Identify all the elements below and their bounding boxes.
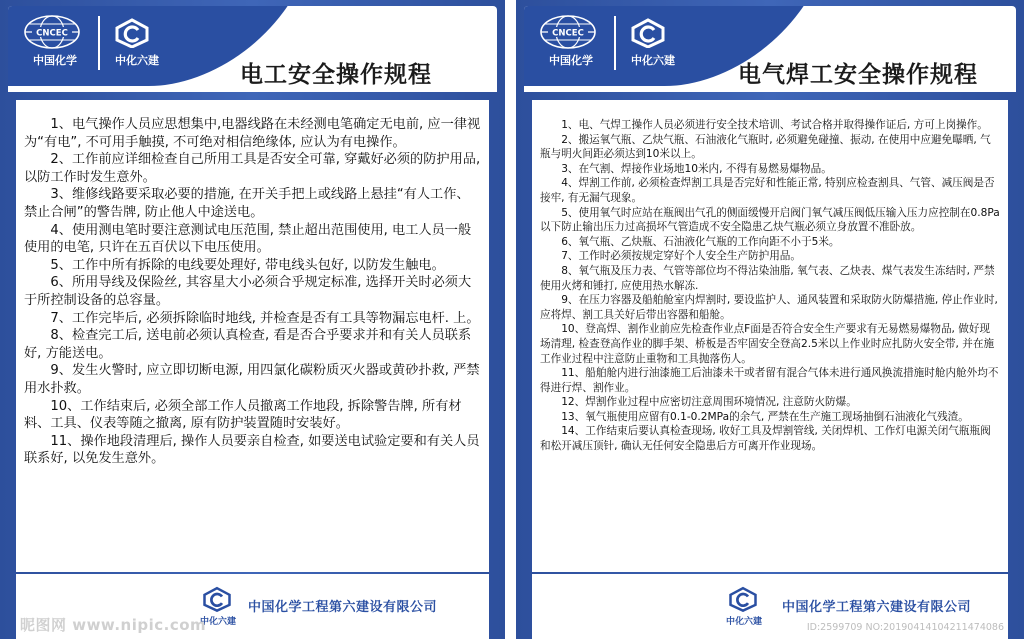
cncec-globe-icon — [22, 14, 82, 50]
board-header — [8, 6, 497, 92]
rule-item: 8、氧气瓶及压力表、气管等部位均不得沾染油脂, 氧气表、乙炔表、煤气表发生冻结时, 严禁使用火烤和锤打, 应使用热水解冻. — [540, 264, 995, 292]
footer-logo-label: 中化六建 — [199, 617, 236, 627]
rule-item: 2、搬运氧气瓶、乙炔气瓶、石油液化气瓶时, 必须避免碰撞、振动, 在使用中应避免曝晒, 气瓶与明火间距必须达到10米以上。 — [540, 133, 991, 161]
footer-logo-icon — [728, 586, 758, 612]
rule-item: 7、工作完毕后, 必须拆除临时地线, 并检查是否有工具等物漏忘电杆. 上。 — [50, 310, 480, 326]
brand-six-label: 中化六建 — [631, 54, 675, 67]
footer-company-name: 中国化学工程第六建设有限公司 — [248, 600, 438, 615]
rule-item: 3、在气割、焊接作业场地10米内, 不得有易燃易爆物品。 — [561, 162, 832, 175]
board-header — [524, 6, 1016, 92]
six-construction-logo-icon — [114, 18, 150, 48]
brand-cncec-label: 中国化学 — [33, 54, 77, 67]
rule-item: 4、使用测电笔时要注意测试电压范围, 禁止超出范围使用, 电工人员一般使用的电笔, 只许在五百伏以下电压使用。 — [24, 222, 472, 256]
board-gap — [505, 0, 516, 639]
rule-item: 11、船舶舱内进行油漆施工后油漆未干或者留有混合气体未进行通风换流措施时舱内舱外均不得进行焊、割作业。 — [540, 367, 999, 394]
rule-item: 13、氧气瓶使用应留有0.1-0.2MPa的余气, 严禁在生产施工现场抽倒石油液化气残渣。 — [561, 410, 969, 423]
rule-item: 9、发生火警时, 应立即切断电源, 用四氯化碳粉质灭火器或黄砂扑救, 严禁用水扑救。 — [24, 363, 480, 396]
logo-divider — [614, 16, 616, 70]
board-footer — [16, 574, 489, 639]
rule-item: 6、所用导线及保险丝, 其容星大小必须合乎规定标准, 选择开关时必须大于所控制设备的总容量。 — [24, 275, 472, 308]
rule-item: 11、操作地段清理后, 操作人员要亲自检查, 如要送电试验定要和有关人员联系好, 以免发生意外。 — [24, 433, 480, 467]
rule-item: 5、使用氧气时应站在瓶阀出气孔的侧面缓慢开启阀门氧气减压阀低压输入压力应控制在0.8Pa以下防止输出压力过高损坏气管造成不安全隐患乙炔气瓶必须立身放置不准卧放。 — [540, 206, 1000, 234]
rule-item: 5、工作中所有拆除的电线要处理好, 带电线头包好, 以防发生触电。 — [50, 257, 445, 273]
rule-item: 1、电气操作人员应思想集中,电器线路在未经测电笔确定无电前, 应一律视为“有电”, 不可用手触摸, 不可绝对相信绝缘体, 应认为有电操作。 — [24, 117, 481, 150]
rule-item: 2、工作前应详细检查自己所用工具是否安全可靠, 穿戴好必须的防护用品, 以防工作时发生意外。 — [24, 152, 481, 185]
rules-content — [16, 100, 489, 572]
rule-item: 4、焊割工作前, 必须检查焊割工具是否完好和性能正常, 特别应检查割具、气管、减压阀是否接牢, 有无漏气现象。 — [540, 177, 995, 204]
rule-item: 14、工作结束后要认真检查现场, 收好工具及焊割管线, 关闭焊机、工作灯电源关闭气瓶瓶阀和松开减压顶针, 确认无任何安全隐患后方可离开作业现场。 — [540, 425, 991, 453]
footer-logo-icon — [202, 586, 232, 612]
rules-content — [532, 100, 1008, 572]
brand-six-label: 中化六建 — [115, 54, 159, 67]
rule-item: 9、在压力容器及船舶舱室内焊割时, 要设监护人、通风装置和采取防火防爆措施, 停止作业时, 应将焊、割工具关好后带出容器和船舱。 — [540, 294, 998, 321]
cncec-letters: CNCEC — [36, 28, 68, 39]
image-id-watermark: ID:2599709 NO:20190414104211474086 — [806, 622, 1004, 633]
rule-item: 12、焊割作业过程中应密切注意周围环境情况, 注意防火防爆。 — [561, 396, 857, 409]
cncec-letters: CNCEC — [552, 28, 584, 39]
logo-divider — [98, 16, 100, 70]
rule-item: 7、工作时必须按规定穿好个人安全生产防护用品。 — [561, 250, 801, 263]
site-watermark: 昵图网 www.nipic.com — [20, 616, 207, 634]
brand-cncec-label: 中国化学 — [549, 54, 593, 67]
rule-item: 3、维修线路要采取必要的措施, 在开关手把上或线路上悬挂“有人工作、禁止合闸”的警告牌, 防止他人中途送电。 — [24, 187, 470, 220]
page-title: 电工安全操作规程 — [240, 62, 432, 88]
page-title: 电气焊工安全操作规程 — [738, 62, 978, 88]
board-footer — [532, 574, 1008, 639]
electrician-safety-board — [0, 0, 505, 639]
rule-item: 1、电、气焊工操作人员必须进行安全技术培训、考试合格并取得操作证后, 方可上岗操作。 — [561, 119, 988, 131]
cncec-globe-icon — [538, 14, 598, 50]
footer-logo-label: 中化六建 — [725, 617, 762, 627]
rule-item: 8、检查完工后, 送电前必须认真检查, 看是否合乎要求并和有关人员联系好, 方能送电。 — [24, 328, 472, 361]
rule-item: 6、氧气瓶、乙炔瓶、石油液化气瓶的工作向距不小于5米。 — [561, 235, 840, 248]
welder-safety-board — [516, 0, 1024, 639]
footer-company-name: 中国化学工程第六建设有限公司 — [782, 600, 972, 615]
rule-item: 10、工作结束后, 必须全部工作人员撤离工作地段, 拆除警告牌, 所有材料、工具、仪表等随之撤离, 原有防护装置随时安装好。 — [24, 398, 462, 432]
rule-item: 10、登高焊、割作业前应先检查作业点F面是否符合安全生产要求有无易燃易爆物品, 做好现场清理, 检查登高作业的脚手架、桥板是否牢固安全登高2.5米以上作业时应扎防火安全带, 并在施工作业过程中注意防止重物和工具抛落伤人。 — [540, 323, 995, 365]
six-construction-logo-icon — [630, 18, 666, 48]
